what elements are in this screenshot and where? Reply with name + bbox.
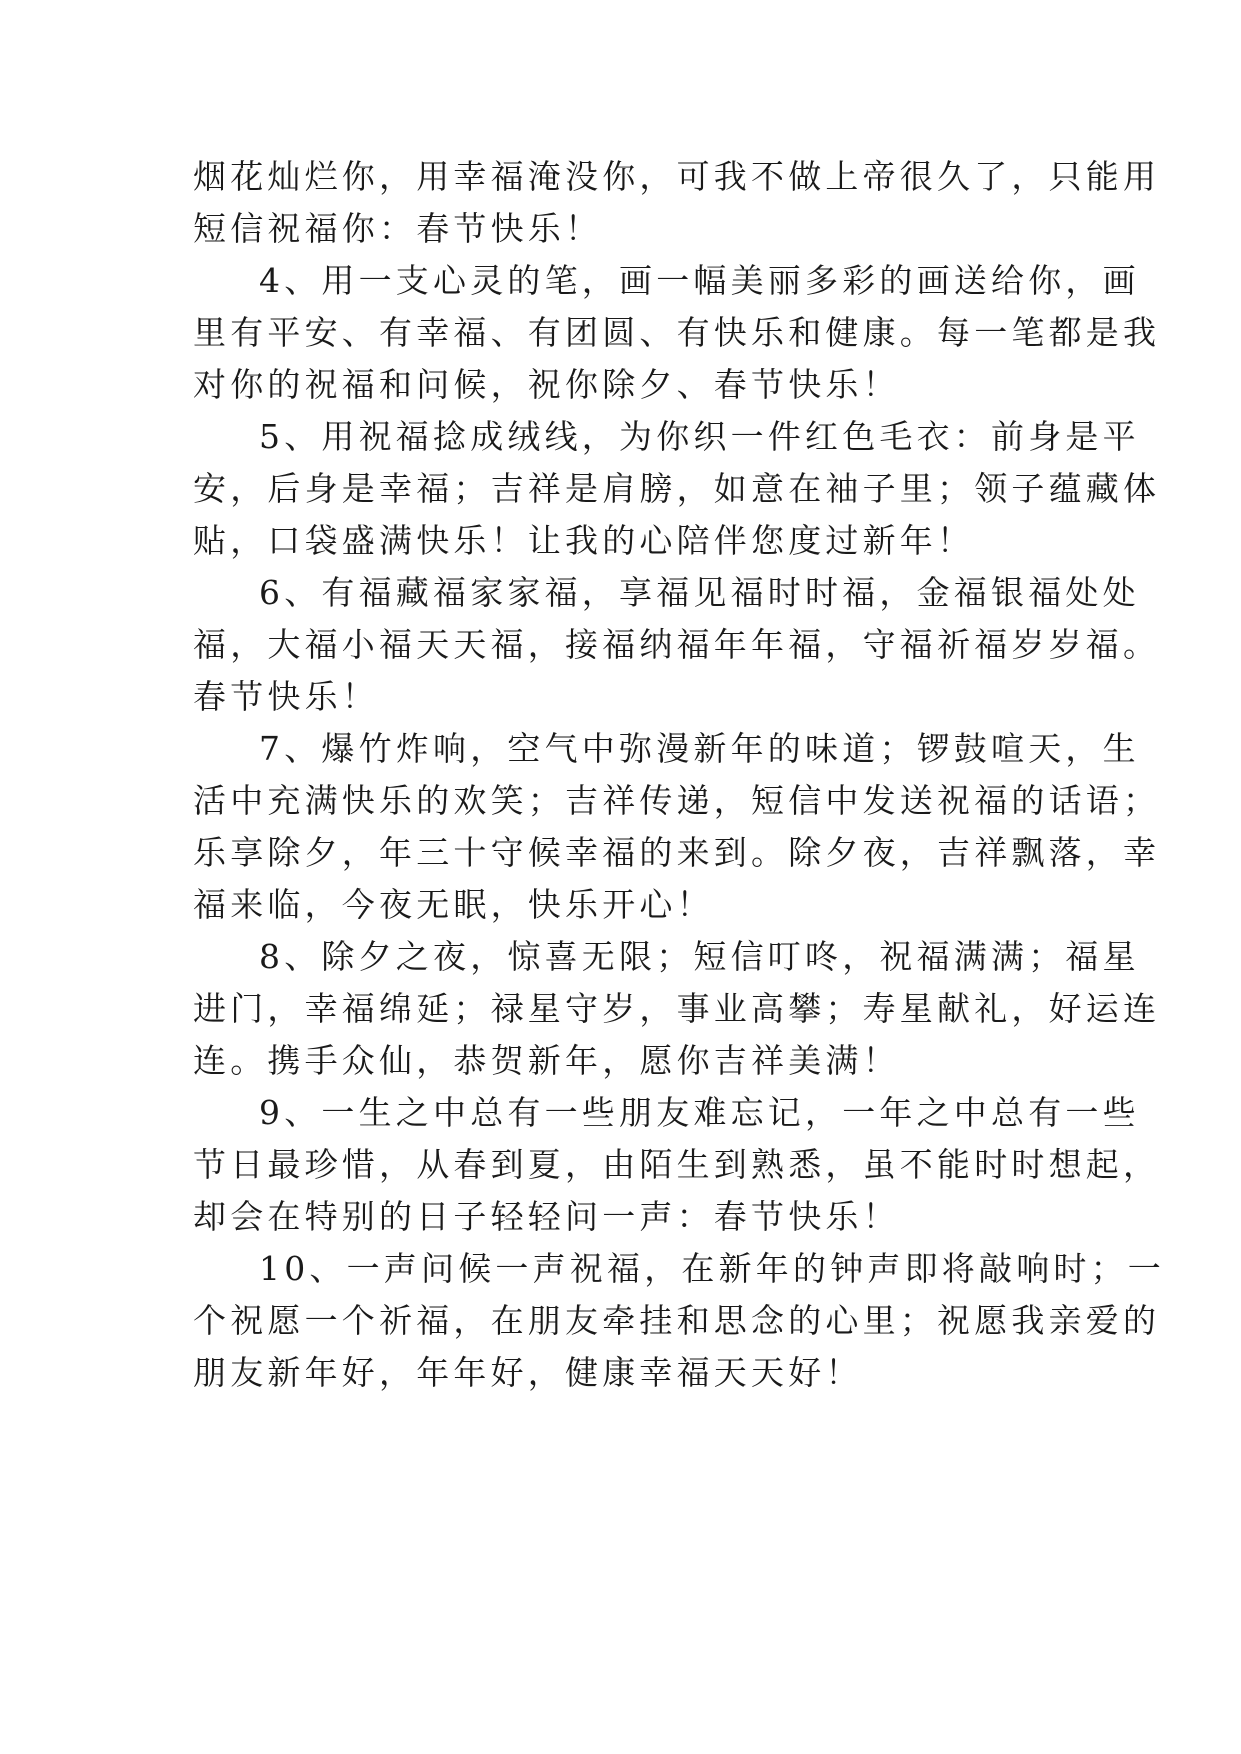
- paragraph-7-line: 乐享除夕，年三十守候幸福的来到。除夕夜，吉祥飘落，幸: [193, 833, 1161, 872]
- paragraph-10-line: 朋友新年好，年年好，健康幸福天天好！: [193, 1353, 863, 1392]
- paragraph-8-line: 8、除夕之夜，惊喜无限；短信叮咚，祝福满满；福星: [259, 937, 1140, 976]
- paragraph-6-line: 6、有福藏福家家福，享福见福时时福，金福银福处处: [259, 573, 1140, 612]
- paragraph-6-line: 春节快乐！: [193, 677, 379, 716]
- paragraph-7-line: 活中充满快乐的欢笑；吉祥传递，短信中发送祝福的话语；: [193, 781, 1161, 820]
- paragraph-4-line: 对你的祝福和问候，祝你除夕、春节快乐！: [193, 365, 900, 404]
- paragraph-4-line: 里有平安、有幸福、有团圆、有快乐和健康。每一笔都是我: [193, 313, 1161, 352]
- paragraph-9-line: 9、一生之中总有一些朋友难忘记，一年之中总有一些: [259, 1093, 1140, 1132]
- paragraph-5-line: 贴，口袋盛满快乐！让我的心陪伴您度过新年！: [193, 521, 975, 560]
- paragraph-9-line: 却会在特别的日子轻轻问一声：春节快乐！: [193, 1197, 900, 1236]
- paragraph-7-line: 福来临，今夜无眠，快乐开心！: [193, 885, 714, 924]
- paragraph-10-line: 个祝愿一个祈福，在朋友牵挂和思念的心里；祝愿我亲爱的: [193, 1301, 1161, 1340]
- paragraph-6-line: 福，大福小福天天福，接福纳福年年福，守福祈福岁岁福。: [193, 625, 1161, 664]
- paragraph-5-line: 5、用祝福捻成绒线，为你织一件红色毛衣：前身是平: [259, 417, 1140, 456]
- paragraph-9-line: 节日最珍惜，从春到夏，由陌生到熟悉，虽不能时时想起，: [193, 1145, 1161, 1184]
- paragraph-line: 烟花灿烂你，用幸福淹没你，可我不做上帝很久了，只能用: [193, 157, 1161, 196]
- paragraph-10-line: 10、一声问候一声祝福，在新年的钟声即将敲响时；一: [259, 1249, 1165, 1288]
- paragraph-8-line: 连。携手众仙，恭贺新年，愿你吉祥美满！: [193, 1041, 900, 1080]
- paragraph-line: 短信祝福你：春节快乐！: [193, 209, 603, 248]
- paragraph-7-line: 7、爆竹炸响，空气中弥漫新年的味道；锣鼓喧天，生: [259, 729, 1140, 768]
- paragraph-4-line: 4、用一支心灵的笔，画一幅美丽多彩的画送给你，画: [259, 261, 1140, 300]
- paragraph-5-line: 安，后身是幸福；吉祥是肩膀，如意在袖子里；领子蕴藏体: [193, 469, 1161, 508]
- paragraph-8-line: 进门，幸福绵延；禄星守岁，事业高攀；寿星献礼，好运连: [193, 989, 1161, 1028]
